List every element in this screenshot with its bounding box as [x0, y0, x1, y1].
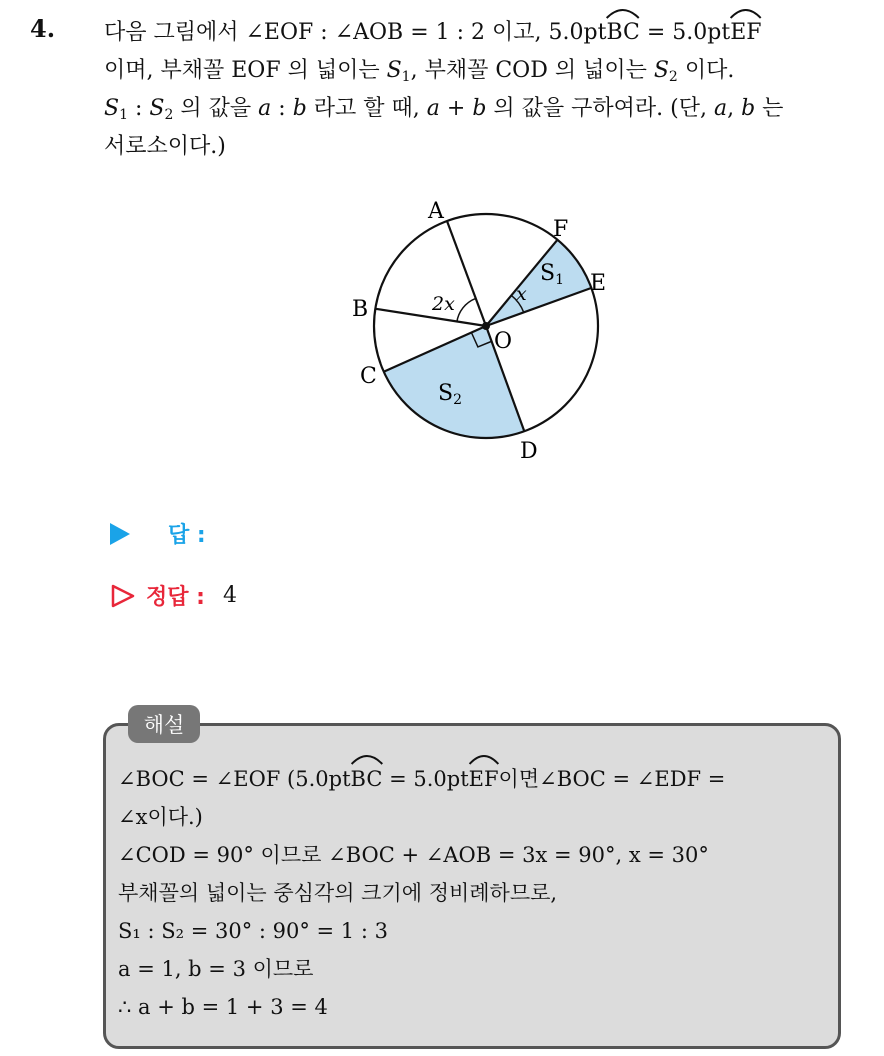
label-x: x: [516, 283, 527, 305]
radius-ob: [376, 309, 486, 326]
outline-triangle-icon: [110, 583, 136, 609]
question-line-1: [104, 14, 864, 52]
solution-line-1: ∠BOC = ∠EOF (5.0pt BC = 5.0pt EF이면∠BOC = ∠EDF =: [118, 760, 830, 798]
play-triangle-icon: [110, 523, 130, 545]
correct-answer-value: 4: [222, 583, 237, 608]
question-number: 4.: [30, 14, 56, 43]
solution-line-3: ∠COD = 90° 이므로 ∠BOC + ∠AOB = 3x = 90°, x = 30°: [118, 843, 709, 867]
question-line-1-text-a: 다음 그림에서 ∠EOF : ∠AOB = 1 : 2 이고, 5.0pt: [104, 20, 607, 45]
solution-tag: 해설: [128, 705, 200, 743]
question-line-4: 서로소이다.): [104, 134, 226, 159]
circle-sector-figure: [340, 188, 620, 468]
label-c: C: [360, 364, 377, 389]
arc-ef: EF: [730, 14, 761, 52]
label-2x: 2x: [432, 293, 455, 315]
solution-arc-ef: EF: [469, 760, 499, 798]
question-line-1-text-b: = 5.0pt: [639, 20, 731, 45]
label-s2: S2: [438, 381, 462, 408]
label-s1: S1: [540, 261, 564, 288]
label-e: E: [590, 271, 607, 296]
question-text: [104, 14, 864, 166]
solution-line-4: 부채꼴의 넓이는 중심각의 크기에 정비례하므로,: [118, 881, 558, 905]
angle-2x-arc: [457, 298, 476, 322]
solution-line-5: S₁ : S₂ = 30° : 90° = 1 : 3: [118, 919, 388, 943]
label-f: F: [553, 217, 569, 242]
solution-line-6: a = 1, b = 3 이므로: [118, 957, 314, 981]
solution-arc-bc: BC: [351, 760, 383, 798]
answer-label: 답 :: [168, 523, 206, 548]
solution-line-2: ∠x이다.): [118, 805, 203, 829]
question-line-3: $S_1$ : $S_2$ 의 값을 a : b 라고 할 때, a + b 의 값을 구하여라. (단, a, b 는: [104, 96, 784, 123]
center-point: [482, 322, 490, 330]
label-a: A: [428, 199, 444, 224]
question-line-2: 이며, 부채꼴 EOF 의 넓이는 $S_1$, 부채꼴 COD 의 넓이는 $S_2$ 이다.: [104, 58, 735, 85]
label-b: B: [352, 297, 369, 322]
label-o: O: [494, 329, 513, 354]
correct-answer-row: [110, 580, 237, 611]
label-d: D: [520, 439, 538, 464]
answer-row: [110, 518, 206, 549]
arc-bc: BC: [606, 14, 639, 52]
correct-answer-label: 정답 :: [146, 585, 205, 610]
solution-text: [118, 760, 830, 1026]
solution-line-7: ∴ a + b = 1 + 3 = 4: [118, 995, 328, 1019]
